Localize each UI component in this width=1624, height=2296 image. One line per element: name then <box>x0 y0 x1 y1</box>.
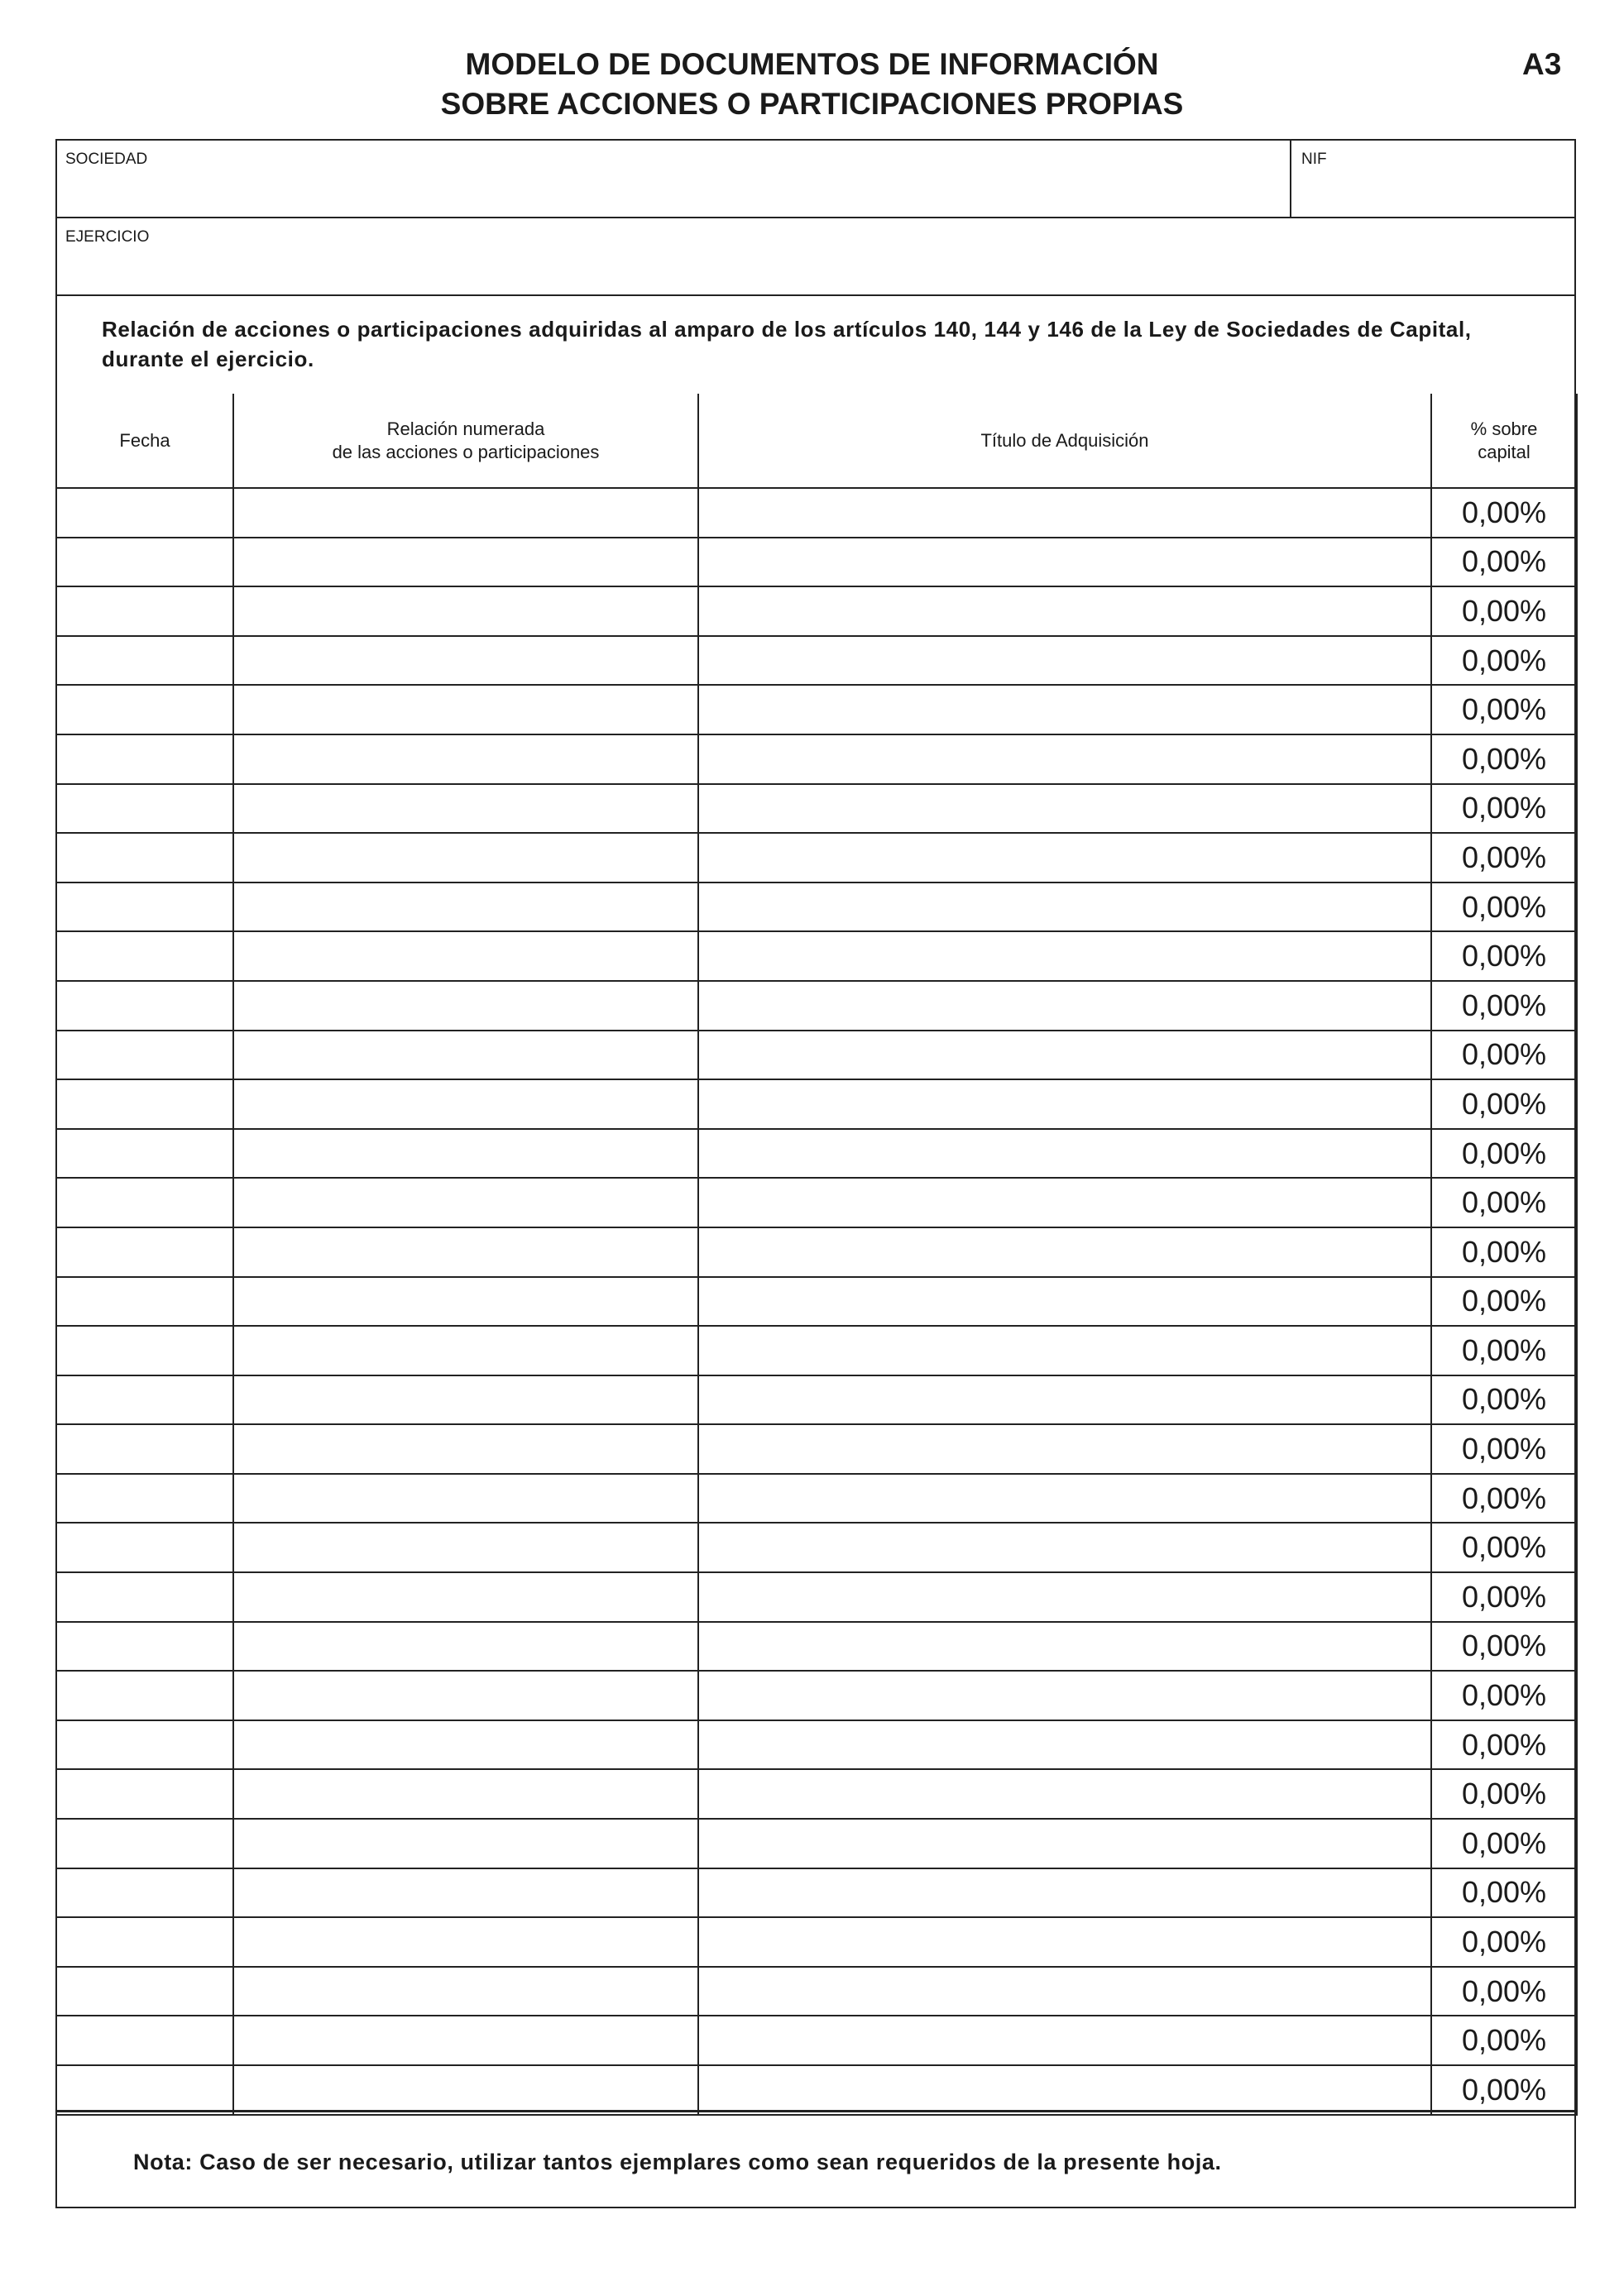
titulo-cell[interactable] <box>698 1769 1431 1819</box>
col-header-pct <box>1431 394 1577 488</box>
fecha-cell[interactable] <box>56 2016 233 2065</box>
titulo-cell[interactable] <box>698 931 1431 981</box>
pct-cell[interactable]: 0,00% <box>1431 883 1577 932</box>
pct-cell[interactable]: 0,00% <box>1431 981 1577 1031</box>
table-row <box>56 1671 1577 1720</box>
pct-cell[interactable]: 0,00% <box>1431 1917 1577 1967</box>
relacion-cell[interactable] <box>233 538 698 587</box>
fecha-cell[interactable] <box>56 538 233 587</box>
table-row <box>56 784 1577 834</box>
pct-cell[interactable]: 0,00% <box>1431 1079 1577 1129</box>
titulo-cell[interactable] <box>698 1967 1431 2016</box>
titulo-cell[interactable] <box>698 1424 1431 1474</box>
table-row <box>56 2016 1577 2065</box>
titulo-cell[interactable] <box>698 1079 1431 1129</box>
titulo-cell[interactable] <box>698 1474 1431 1523</box>
titulo-cell[interactable] <box>698 883 1431 932</box>
col-header-pct-line2: capital <box>1478 441 1531 462</box>
titulo-cell[interactable] <box>698 1819 1431 1868</box>
title-line-1: MODELO DE DOCUMENTOS DE INFORMACIÓN <box>465 47 1159 81</box>
table-row <box>56 833 1577 883</box>
fecha-cell[interactable] <box>56 883 233 932</box>
acquisitions-table <box>55 394 1578 2116</box>
titulo-cell[interactable] <box>698 734 1431 784</box>
pct-cell[interactable]: 0,00% <box>1431 636 1577 686</box>
pct-cell[interactable]: 0,00% <box>1431 1769 1577 1819</box>
fecha-cell[interactable] <box>56 2065 233 2115</box>
relacion-cell[interactable] <box>233 1967 698 2016</box>
relacion-cell[interactable] <box>233 1424 698 1474</box>
titulo-cell[interactable] <box>698 2065 1431 2115</box>
table-row <box>56 1572 1577 1622</box>
relacion-cell[interactable] <box>233 1178 698 1227</box>
pct-cell[interactable]: 0,00% <box>1431 1671 1577 1720</box>
table-row <box>56 1769 1577 1819</box>
relacion-cell[interactable] <box>233 586 698 636</box>
pct-cell[interactable]: 0,00% <box>1431 586 1577 636</box>
fecha-cell[interactable] <box>56 685 233 734</box>
table-row <box>56 1375 1577 1425</box>
ejercicio-field[interactable] <box>57 218 1574 294</box>
pct-cell[interactable]: 0,00% <box>1431 2016 1577 2065</box>
pct-cell[interactable]: 0,00% <box>1431 1572 1577 1622</box>
fecha-cell[interactable] <box>56 1671 233 1720</box>
relacion-cell[interactable] <box>233 1868 698 1918</box>
table-row <box>56 1622 1577 1672</box>
pct-cell[interactable]: 0,00% <box>1431 734 1577 784</box>
relacion-cell[interactable] <box>233 1129 698 1179</box>
nota-text: Nota: Caso de ser necesario, utilizar tantos ejemplares como sean requeridos de la presente hoja. <box>133 2150 1222 2174</box>
pct-cell[interactable]: 0,00% <box>1431 1277 1577 1327</box>
table-row <box>56 1523 1577 1572</box>
pct-cell[interactable]: 0,00% <box>1431 1178 1577 1227</box>
ejercicio-label: EJERCICIO <box>65 228 150 246</box>
relacion-cell[interactable] <box>233 1326 698 1375</box>
model-code: A3 <box>1522 47 1562 81</box>
table-row <box>56 1868 1577 1918</box>
fecha-cell[interactable] <box>56 1031 233 1080</box>
relacion-cell[interactable] <box>233 1079 698 1129</box>
relacion-cell[interactable] <box>233 1917 698 1967</box>
titulo-cell[interactable] <box>698 1868 1431 1918</box>
pct-cell[interactable]: 0,00% <box>1431 1375 1577 1425</box>
pct-cell[interactable]: 0,00% <box>1431 488 1577 538</box>
pct-cell[interactable]: 0,00% <box>1431 538 1577 587</box>
col-header-titulo-label: Título de Adquisición <box>980 429 1149 451</box>
table-row <box>56 1720 1577 1770</box>
pct-cell[interactable]: 0,00% <box>1431 1031 1577 1080</box>
table-header-row <box>56 394 1577 488</box>
titulo-cell[interactable] <box>698 833 1431 883</box>
intro-text: Relación de acciones o participaciones adquiridas al amparo de los artículos 140, 144 y 146 de la Ley de Sociedades de Capital, durante el ejercicio. <box>102 317 1472 371</box>
pct-cell[interactable]: 0,00% <box>1431 1622 1577 1672</box>
titulo-cell[interactable] <box>698 685 1431 734</box>
fecha-cell[interactable] <box>56 1424 233 1474</box>
relacion-cell[interactable] <box>233 1277 698 1327</box>
titulo-cell[interactable] <box>698 1572 1431 1622</box>
titulo-cell[interactable] <box>698 1375 1431 1425</box>
titulo-cell[interactable] <box>698 1622 1431 1672</box>
pct-cell[interactable]: 0,00% <box>1431 931 1577 981</box>
table-row <box>56 2065 1577 2115</box>
relacion-cell[interactable] <box>233 734 698 784</box>
titulo-cell[interactable] <box>698 1277 1431 1327</box>
relacion-cell[interactable] <box>233 685 698 734</box>
titulo-cell[interactable] <box>698 1326 1431 1375</box>
titulo-cell[interactable] <box>698 981 1431 1031</box>
relacion-cell[interactable] <box>233 1227 698 1277</box>
fecha-cell[interactable] <box>56 1720 233 1770</box>
table-row <box>56 1474 1577 1523</box>
table-row <box>56 586 1577 636</box>
relacion-cell[interactable] <box>233 1523 698 1572</box>
table-row <box>56 1079 1577 1129</box>
titulo-cell[interactable] <box>698 1129 1431 1179</box>
fecha-cell[interactable] <box>56 636 233 686</box>
relacion-cell[interactable] <box>233 784 698 834</box>
table-row <box>56 1424 1577 1474</box>
relacion-cell[interactable] <box>233 1031 698 1080</box>
table-row <box>56 636 1577 686</box>
fecha-cell[interactable] <box>56 1227 233 1277</box>
fecha-cell[interactable] <box>56 1523 233 1572</box>
titulo-cell[interactable] <box>698 1178 1431 1227</box>
table-row <box>56 931 1577 981</box>
relacion-cell[interactable] <box>233 1819 698 1868</box>
pct-cell[interactable]: 0,00% <box>1431 1326 1577 1375</box>
table-row <box>56 538 1577 587</box>
pct-cell[interactable]: 0,00% <box>1431 1967 1577 2016</box>
table-row <box>56 685 1577 734</box>
fecha-cell[interactable] <box>56 1868 233 1918</box>
pct-cell[interactable]: 0,00% <box>1431 685 1577 734</box>
fecha-cell[interactable] <box>56 1326 233 1375</box>
pct-cell[interactable]: 0,00% <box>1431 1129 1577 1179</box>
relacion-cell[interactable] <box>233 488 698 538</box>
divider <box>57 294 1574 296</box>
titulo-cell[interactable] <box>698 1720 1431 1770</box>
pct-cell[interactable]: 0,00% <box>1431 1227 1577 1277</box>
relacion-cell[interactable] <box>233 2065 698 2115</box>
fecha-cell[interactable] <box>56 1474 233 1523</box>
fecha-cell[interactable] <box>56 1079 233 1129</box>
page-title <box>0 45 1624 124</box>
titulo-cell[interactable] <box>698 1917 1431 1967</box>
table-row <box>56 488 1577 538</box>
relacion-cell[interactable] <box>233 1474 698 1523</box>
pct-cell[interactable]: 0,00% <box>1431 2065 1577 2115</box>
titulo-cell[interactable] <box>698 538 1431 587</box>
fecha-cell[interactable] <box>56 734 233 784</box>
relacion-cell[interactable] <box>233 1622 698 1672</box>
relacion-cell[interactable] <box>233 1769 698 1819</box>
table-row <box>56 1178 1577 1227</box>
relacion-cell[interactable] <box>233 1720 698 1770</box>
col-header-relacion-line1: Relación numerada <box>386 418 545 439</box>
fecha-cell[interactable] <box>56 1178 233 1227</box>
titulo-cell[interactable] <box>698 784 1431 834</box>
fecha-cell[interactable] <box>56 981 233 1031</box>
col-header-relacion-line2: de las acciones o participaciones <box>332 441 600 462</box>
titulo-cell[interactable] <box>698 488 1431 538</box>
col-header-relacion <box>233 394 698 488</box>
relacion-cell[interactable] <box>233 1572 698 1622</box>
table-row <box>56 1129 1577 1179</box>
table-row <box>56 1277 1577 1327</box>
relacion-cell[interactable] <box>233 1375 698 1425</box>
titulo-cell[interactable] <box>698 586 1431 636</box>
fecha-cell[interactable] <box>56 1572 233 1622</box>
table-row <box>56 981 1577 1031</box>
pct-cell[interactable]: 0,00% <box>1431 1424 1577 1474</box>
fecha-cell[interactable] <box>56 1917 233 1967</box>
relacion-cell[interactable] <box>233 1671 698 1720</box>
nota-divider <box>57 2110 1574 2112</box>
titulo-cell[interactable] <box>698 1523 1431 1572</box>
fecha-cell[interactable] <box>56 1819 233 1868</box>
pct-cell[interactable]: 0,00% <box>1431 1720 1577 1770</box>
table-row <box>56 883 1577 932</box>
fecha-cell[interactable] <box>56 1375 233 1425</box>
titulo-cell[interactable] <box>698 2016 1431 2065</box>
fecha-cell[interactable] <box>56 1769 233 1819</box>
pct-cell[interactable]: 0,00% <box>1431 1819 1577 1868</box>
table-row <box>56 734 1577 784</box>
fecha-cell[interactable] <box>56 833 233 883</box>
fecha-cell[interactable] <box>56 784 233 834</box>
table-row <box>56 1967 1577 2016</box>
relacion-cell[interactable] <box>233 2016 698 2065</box>
titulo-cell[interactable] <box>698 1031 1431 1080</box>
pct-cell[interactable]: 0,00% <box>1431 784 1577 834</box>
table-row <box>56 1819 1577 1868</box>
pct-cell[interactable]: 0,00% <box>1431 1868 1577 1918</box>
relacion-cell[interactable] <box>233 981 698 1031</box>
fecha-cell[interactable] <box>56 1277 233 1327</box>
col-header-titulo <box>698 394 1431 488</box>
fecha-cell[interactable] <box>56 488 233 538</box>
title-line-2: SOBRE ACCIONES O PARTICIPACIONES PROPIAS <box>440 87 1184 121</box>
table-row <box>56 1227 1577 1277</box>
fecha-cell[interactable] <box>56 931 233 981</box>
fecha-cell[interactable] <box>56 1129 233 1179</box>
titulo-cell[interactable] <box>698 1671 1431 1720</box>
nif-field[interactable] <box>1291 141 1574 217</box>
fecha-cell[interactable] <box>56 1622 233 1672</box>
form-frame <box>55 139 1576 2208</box>
titulo-cell[interactable] <box>698 1227 1431 1277</box>
col-header-fecha <box>56 394 233 488</box>
nif-label: NIF <box>1301 151 1327 168</box>
relacion-cell[interactable] <box>233 883 698 932</box>
pct-cell[interactable]: 0,00% <box>1431 1523 1577 1572</box>
col-header-pct-line1: % sobre <box>1470 418 1538 439</box>
pct-cell[interactable]: 0,00% <box>1431 1474 1577 1523</box>
pct-cell[interactable]: 0,00% <box>1431 833 1577 883</box>
fecha-cell[interactable] <box>56 586 233 636</box>
titulo-cell[interactable] <box>698 636 1431 686</box>
fecha-cell[interactable] <box>56 1967 233 2016</box>
relacion-cell[interactable] <box>233 833 698 883</box>
sociedad-field[interactable] <box>57 141 1290 217</box>
table-row <box>56 1917 1577 1967</box>
table-row <box>56 1326 1577 1375</box>
sociedad-label: SOCIEDAD <box>65 151 148 168</box>
relacion-cell[interactable] <box>233 931 698 981</box>
relacion-cell[interactable] <box>233 636 698 686</box>
col-header-fecha-label: Fecha <box>119 429 170 451</box>
table-row <box>56 1031 1577 1080</box>
